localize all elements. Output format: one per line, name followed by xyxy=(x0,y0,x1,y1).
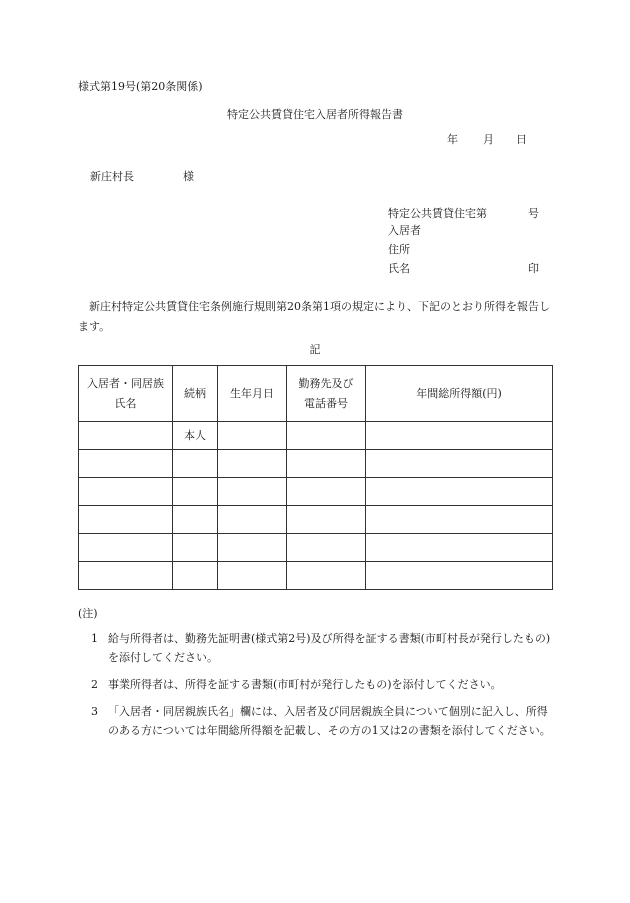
workplace-cell[interactable] xyxy=(287,450,366,478)
relation-cell[interactable] xyxy=(173,450,218,478)
relation-cell[interactable] xyxy=(173,534,218,562)
note-number: 2 xyxy=(91,678,98,691)
document-title: 特定公共賃貸住宅入居者所得報告書 xyxy=(227,108,403,121)
table-row xyxy=(79,562,553,590)
note-item xyxy=(78,675,558,694)
form-id: 様式第19号(第20条関係) xyxy=(78,80,203,93)
date-day: 日 xyxy=(516,133,527,146)
relation-cell[interactable] xyxy=(173,506,218,534)
addressee-suffix: 様 xyxy=(183,170,194,183)
note-number: 1 xyxy=(91,632,98,645)
table-row xyxy=(79,450,553,478)
relation-cell: 本人 xyxy=(173,422,218,450)
workplace-cell[interactable] xyxy=(287,422,366,450)
address-label: 住所 xyxy=(388,243,410,256)
note-text: 事業所得者は、所得を証する書類(市町村が発行したもの)を添付してください。 xyxy=(108,678,502,691)
income-cell[interactable] xyxy=(366,506,553,534)
name-cell[interactable] xyxy=(79,506,173,534)
income-table xyxy=(78,365,553,590)
header-workplace: 勤務先及び 電話番号 xyxy=(287,366,366,422)
ki-heading: 記 xyxy=(309,343,321,356)
date-month: 月 xyxy=(483,133,494,146)
workplace-cell[interactable] xyxy=(287,506,366,534)
date-year: 年 xyxy=(447,133,458,146)
income-cell[interactable] xyxy=(366,562,553,590)
header-relation: 続柄 xyxy=(173,366,218,422)
body-text: 新庄村特定公共賃貸住宅条例施行規則第20条第1項の規定により、下記のとおり所得を報告します。 xyxy=(78,300,550,333)
name-cell[interactable] xyxy=(79,534,173,562)
birthdate-cell[interactable] xyxy=(218,534,287,562)
note-text: 「入居者・同居親族氏名」欄には、入居者及び同居親族全員について個別に記入し、所得のある方については年間総所得額を記載し、その方の1又は2の書類を添付してください。 xyxy=(108,705,551,737)
workplace-cell[interactable] xyxy=(287,534,366,562)
workplace-cell[interactable] xyxy=(287,478,366,506)
header-income: 年間総所得額(円) xyxy=(366,366,553,422)
birthdate-cell[interactable] xyxy=(218,422,287,450)
note-number: 3 xyxy=(91,705,98,718)
note-text: 給与所得者は、勤務先証明書(様式第2号)及び所得を証する書類(市町村長が発行したもの)を添付してください。 xyxy=(108,632,551,664)
income-cell[interactable] xyxy=(366,478,553,506)
name-cell[interactable] xyxy=(79,478,173,506)
seal-mark: 印 xyxy=(528,262,539,275)
birthdate-cell[interactable] xyxy=(218,506,287,534)
table-row xyxy=(79,506,553,534)
housing-number-label: 特定公共賃貸住宅第 xyxy=(388,207,487,220)
name-cell[interactable] xyxy=(79,450,173,478)
table-row xyxy=(79,534,553,562)
birthdate-cell[interactable] xyxy=(218,478,287,506)
relation-cell[interactable] xyxy=(173,478,218,506)
workplace-cell[interactable] xyxy=(287,562,366,590)
header-name: 入居者・同居族 氏名 xyxy=(79,366,173,422)
notes-section xyxy=(78,605,558,748)
header-birthdate: 生年月日 xyxy=(218,366,287,422)
resident-label: 入居者 xyxy=(388,224,421,237)
addressee: 新庄村長 xyxy=(90,170,134,183)
table-header-row xyxy=(79,366,553,422)
notes-heading: (注) xyxy=(78,607,98,620)
relation-cell[interactable] xyxy=(173,562,218,590)
income-cell[interactable] xyxy=(366,450,553,478)
table-row xyxy=(79,478,553,506)
note-item xyxy=(78,702,558,740)
birthdate-cell[interactable] xyxy=(218,562,287,590)
income-cell[interactable] xyxy=(366,422,553,450)
housing-number-suffix: 号 xyxy=(528,207,539,220)
note-item xyxy=(78,629,558,667)
income-cell[interactable] xyxy=(366,534,553,562)
name-cell[interactable] xyxy=(79,422,173,450)
table-row xyxy=(79,422,553,450)
name-cell[interactable] xyxy=(79,562,173,590)
birthdate-cell[interactable] xyxy=(218,450,287,478)
name-label: 氏名 xyxy=(388,262,410,275)
